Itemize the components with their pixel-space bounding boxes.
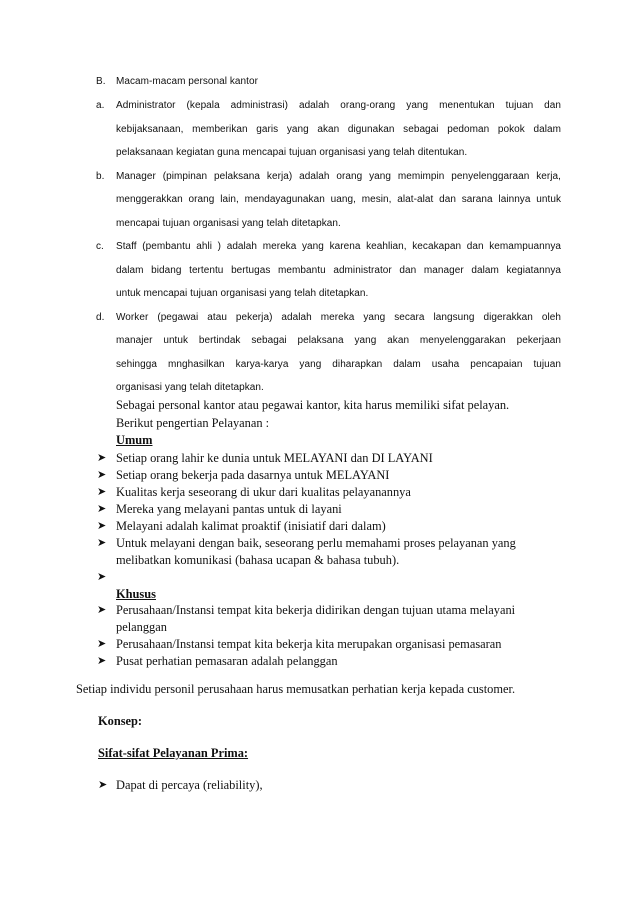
item-d-marker: d. <box>96 312 105 323</box>
section-b-title: Macam-macam personal kantor <box>116 76 258 87</box>
item-c-line-3: untuk mencapai tujuan organisasi yang telah ditetapkan. <box>116 288 369 299</box>
khusus-bullet-1-cont: pelanggan <box>116 620 167 634</box>
konsep-label: Konsep: <box>98 714 143 728</box>
arrow-bullet-icon: ➤ <box>97 637 107 650</box>
item-c-line-2: dalam bidang tertentu bertugas membantu administrator dan manager dalam kegiatannya <box>116 265 561 276</box>
umum-bullet-6: Untuk melayani dengan baik, seseorang perlu memahami proses pelayanan yang <box>116 536 516 550</box>
umum-bullet-4: Mereka yang melayani pantas untuk di layani <box>116 502 342 516</box>
khusus-bullet-3: Pusat perhatian pemasaran adalah pelanggan <box>116 654 338 668</box>
item-a-marker: a. <box>96 100 105 111</box>
item-b-line-2: menggerakkan orang lain, mendayagunakan uang, mesin, alat-alat dan sarana lainnya untuk <box>116 194 561 205</box>
umum-bullet-5: Melayani adalah kalimat proaktif (inisiatif dari dalam) <box>116 519 386 533</box>
khusus-bullet-2: Perusahaan/Instansi tempat kita bekerja kita merupakan organisasi pemasaran <box>116 637 502 651</box>
umum-bullet-3: Kualitas kerja seseorang di ukur dari kualitas pelayanannya <box>116 485 411 499</box>
item-c-marker: c. <box>96 241 104 252</box>
item-a-line-1: Administrator (kepala administrasi) adalah orang-orang yang menentukan tujuan dan <box>116 100 561 111</box>
arrow-bullet-icon: ➤ <box>97 603 107 616</box>
item-d-line-1: Worker (pegawai atau pekerja) adalah mereka yang secara langsung digerakkan oleh <box>116 312 561 323</box>
sifat-bullet-1: Dapat di percaya (reliability), <box>116 778 263 792</box>
khusus-bullet-1: Perusahaan/Instansi tempat kita bekerja didirikan dengan tujuan utama melayani <box>116 603 516 617</box>
item-b-line-3: mencapai tujuan organisasi yang telah ditetapkan. <box>116 218 341 229</box>
item-b-marker: b. <box>96 171 105 182</box>
intro-line-1: Sebagai personal kantor atau pegawai kantor, kita harus memiliki sifat pelayan. <box>116 398 510 412</box>
arrow-bullet-icon: ➤ <box>97 502 107 515</box>
khusus-heading: Khusus <box>116 587 156 601</box>
item-b-line-1: Manager (pimpinan pelaksana kerja) adalah orang yang memimpin penyelenggaraan kerja, <box>116 171 561 182</box>
intro-line-2: Berikut pengertian Pelayanan : <box>116 416 270 430</box>
arrow-bullet-icon: ➤ <box>98 778 108 791</box>
closing-paragraph: Setiap individu personil perusahaan harus memusatkan perhatian kerja kepada customer. <box>76 682 516 696</box>
item-a-line-2: kebijaksanaan, memberikan garis yang akan digunakan sebagai pedoman pokok dalam <box>116 124 561 135</box>
arrow-bullet-icon: ➤ <box>97 451 107 464</box>
umum-bullet-2: Setiap orang bekerja pada dasarnya untuk MELAYANI <box>116 468 390 482</box>
sifat-heading: Sifat-sifat Pelayanan Prima: <box>98 746 249 760</box>
item-d-line-3: sehingga mnghasilkan karya-karya yang diharapkan dalam usaha pencapaian tujuan <box>116 359 561 370</box>
arrow-bullet-icon: ➤ <box>97 468 107 481</box>
item-d-line-4: organisasi yang telah ditetapkan. <box>116 382 264 393</box>
section-b-marker: B. <box>96 76 106 87</box>
umum-bullet-1: Setiap orang lahir ke dunia untuk MELAYANI dan DI LAYANI <box>116 451 433 465</box>
item-a-line-3: pelaksanaan kegiatan guna mencapai tujuan organisasi yang telah ditentukan. <box>116 147 468 158</box>
umum-heading: Umum <box>116 433 153 447</box>
arrow-bullet-icon: ➤ <box>97 519 107 532</box>
arrow-bullet-icon: ➤ <box>97 570 107 583</box>
arrow-bullet-icon: ➤ <box>97 536 107 549</box>
umum-bullet-6-cont: melibatkan komunikasi (bahasa ucapan & bahasa tubuh). <box>116 553 400 567</box>
item-d-line-2: manajer untuk bertindak sebagai pelaksana yang akan menyelenggarakan pekerjaan <box>116 335 561 346</box>
arrow-bullet-icon: ➤ <box>97 654 107 667</box>
arrow-bullet-icon: ➤ <box>97 485 107 498</box>
item-c-line-1: Staff (pembantu ahli ) adalah mereka yang karena keahlian, kecakapan dan kemampuannya <box>116 241 561 252</box>
